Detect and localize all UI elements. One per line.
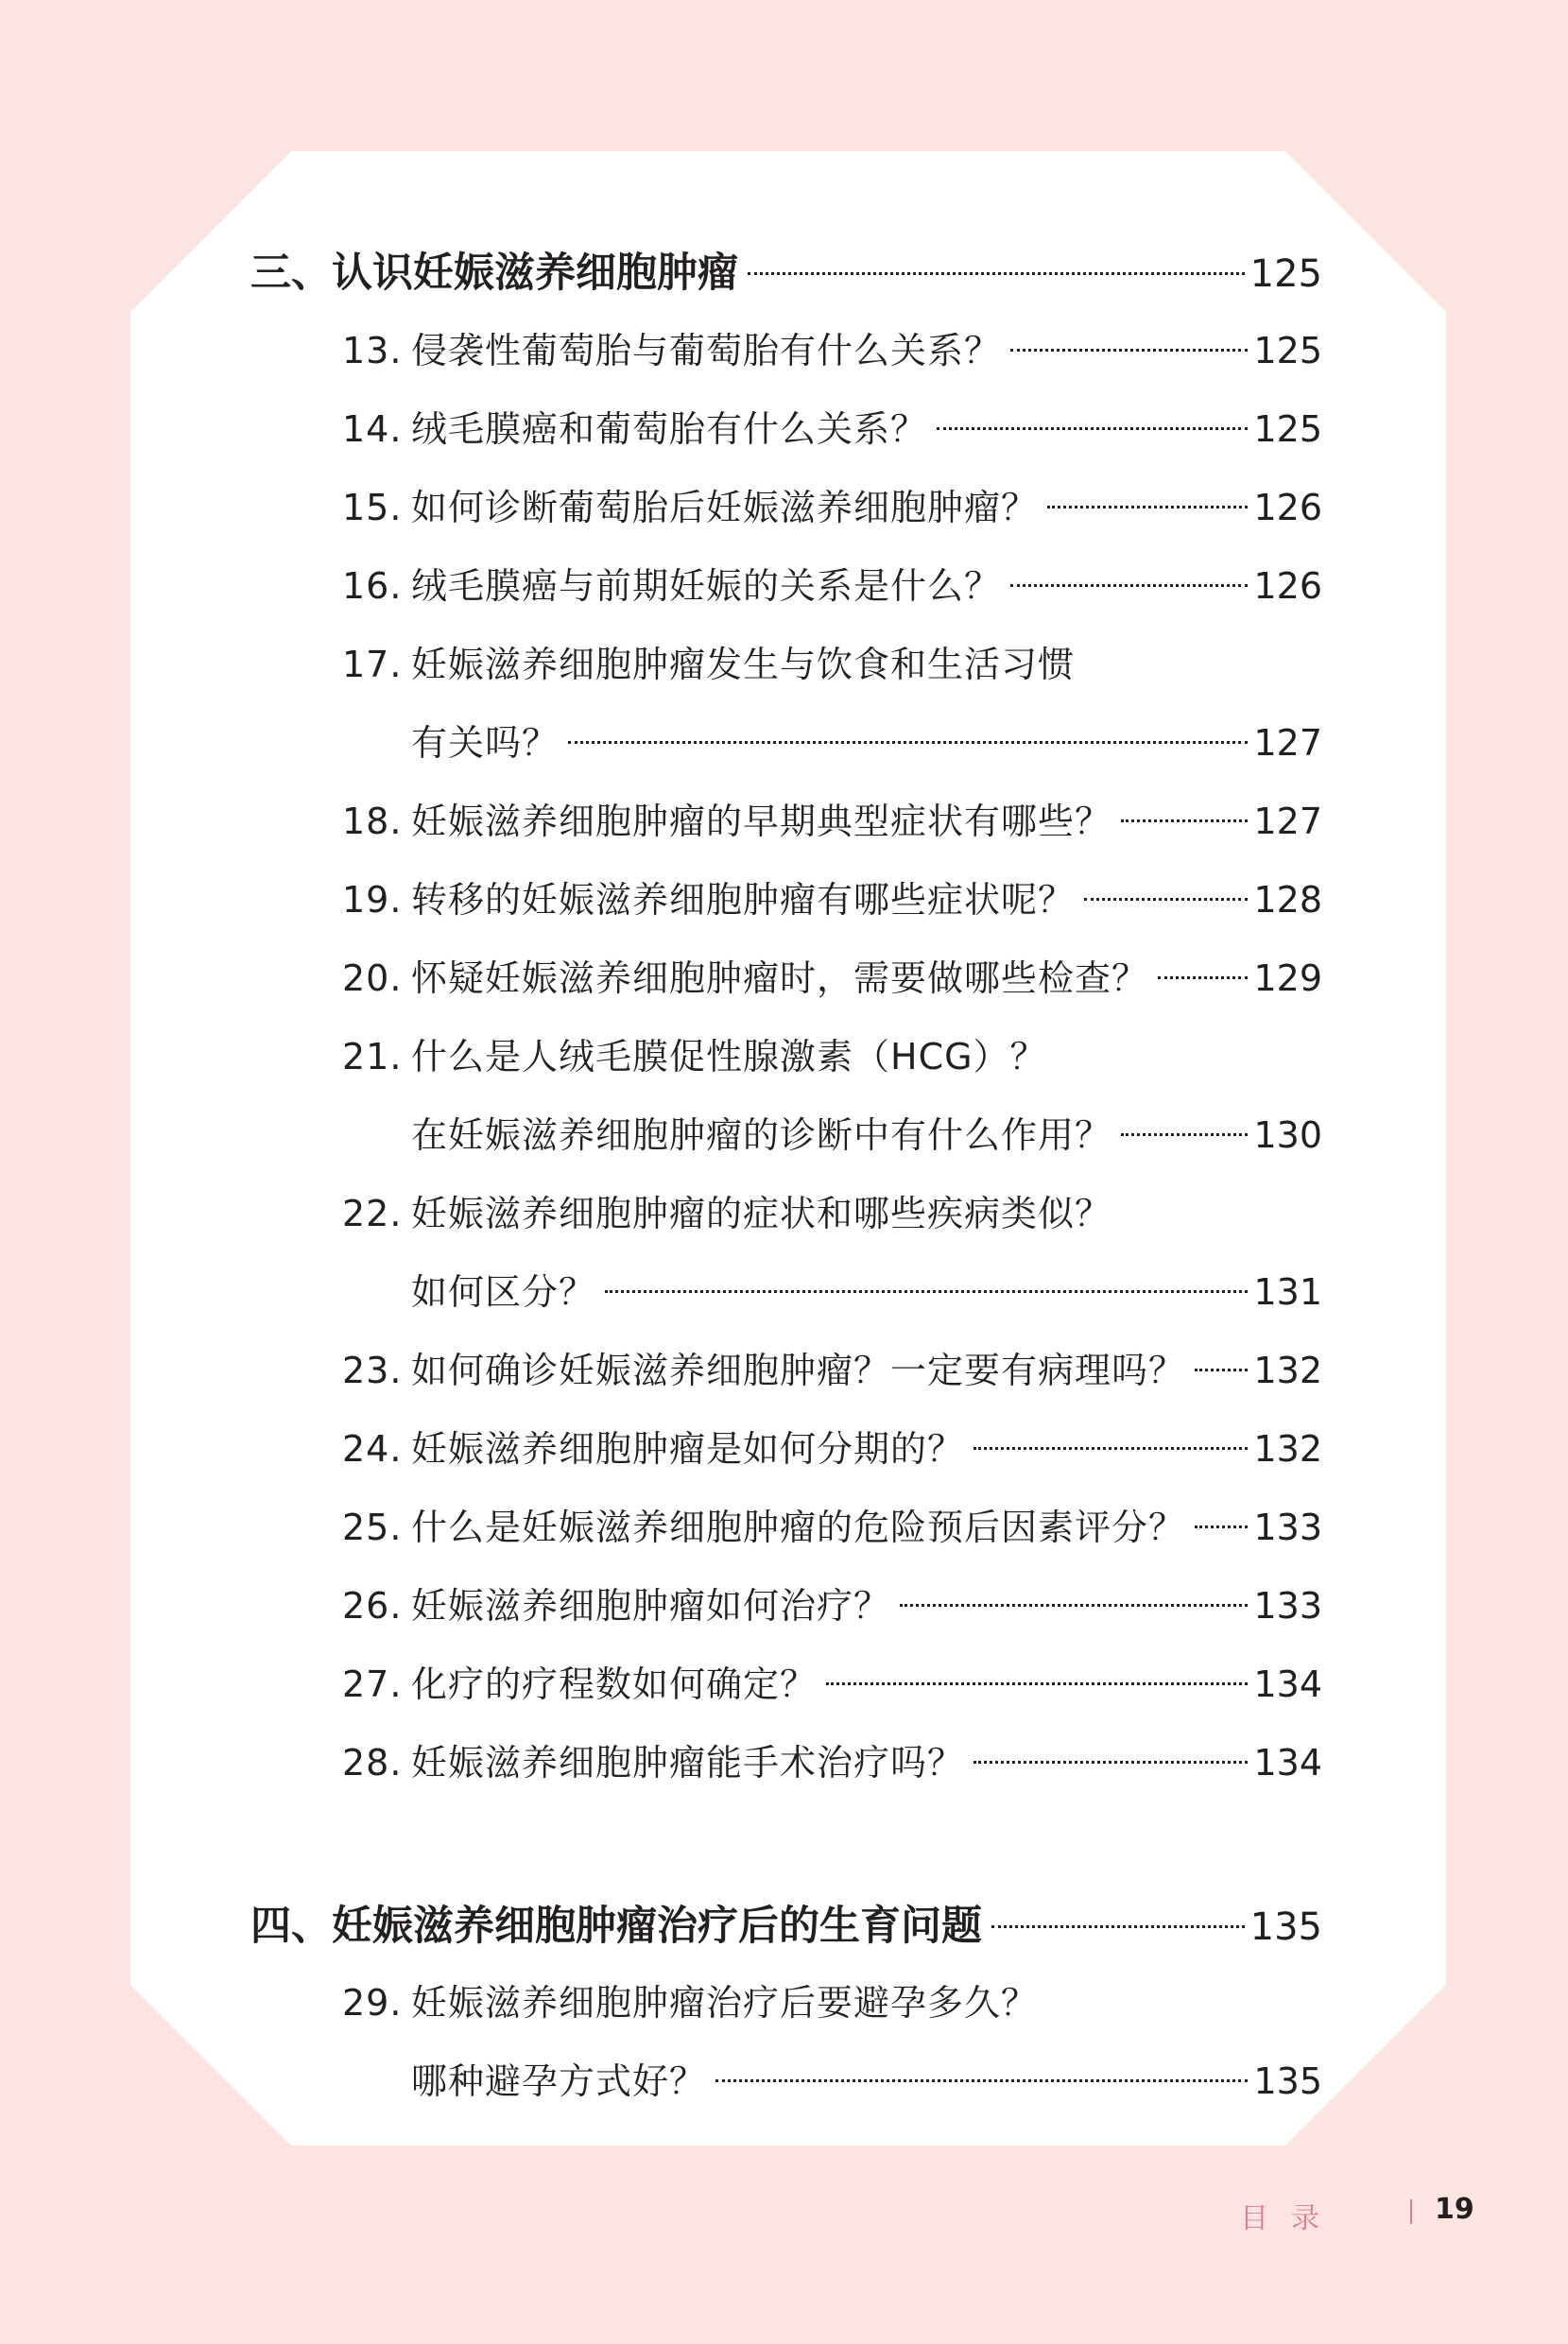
- item-number: 26.: [342, 1585, 403, 1627]
- dot-leader: [1084, 898, 1248, 901]
- item-number: 29.: [342, 1982, 403, 2024]
- dot-leader: [605, 1290, 1248, 1293]
- item-number: 14.: [342, 408, 403, 450]
- dot-leader: [1121, 1133, 1248, 1136]
- toc-section-4[interactable]: [250, 1894, 1322, 1952]
- dot-leader: [1158, 976, 1248, 979]
- dot-leader: [826, 1682, 1248, 1685]
- item-number: 22.: [342, 1193, 403, 1234]
- item-number: 27.: [342, 1663, 403, 1705]
- page-number: 133: [1253, 1585, 1322, 1627]
- toc-item-20[interactable]: [342, 949, 1322, 1001]
- item-number: 16.: [342, 565, 403, 607]
- item-text: 什么是妊娠滋养细胞肿瘤的危险预后因素评分？: [411, 1507, 1186, 1548]
- item-text: 妊娠滋养细胞肿瘤是如何分期的？: [411, 1428, 965, 1470]
- toc-item-25[interactable]: [342, 1498, 1322, 1550]
- toc-item-26[interactable]: [342, 1577, 1322, 1629]
- item-number: 13.: [342, 330, 403, 371]
- toc-item-21-cont[interactable]: [411, 1106, 1322, 1158]
- item-text-cont: 有关吗？: [411, 722, 560, 764]
- item-text: 如何确诊妊娠滋养细胞肿瘤？一定要有病理吗？: [411, 1350, 1186, 1391]
- dot-leader: [748, 272, 1245, 275]
- page-number: 125: [1253, 330, 1322, 371]
- item-text: 绒毛膜癌与前期妊娠的关系是什么？: [411, 565, 1002, 607]
- page-number: 129: [1253, 957, 1322, 999]
- toc-item-16[interactable]: [342, 557, 1322, 609]
- page-number: 125: [1253, 408, 1322, 450]
- toc-item-22[interactable]: [342, 1184, 1322, 1236]
- page-number: 126: [1253, 487, 1322, 528]
- item-text: 绒毛膜癌和葡萄胎有什么关系？: [411, 408, 928, 450]
- dot-leader: [991, 1925, 1245, 1928]
- item-text: 妊娠滋养细胞肿瘤能手术治疗吗？: [411, 1742, 965, 1784]
- page-number: 134: [1253, 1742, 1322, 1784]
- dot-leader: [1195, 1525, 1248, 1528]
- page-number: 125: [1249, 252, 1322, 296]
- item-text: 转移的妊娠滋养细胞肿瘤有哪些症状呢？: [411, 879, 1076, 921]
- item-text: 如何诊断葡萄胎后妊娠滋养细胞肿瘤？: [411, 487, 1039, 528]
- toc-item-19[interactable]: [342, 870, 1322, 922]
- item-text: 妊娠滋养细胞肿瘤的症状和哪些疾病类似？: [411, 1193, 1112, 1234]
- toc-item-22-cont[interactable]: [411, 1263, 1322, 1315]
- running-footer-title: 目录: [1240, 2202, 1342, 2235]
- dot-leader: [715, 2079, 1248, 2082]
- item-text-cont: 在妊娠滋养细胞肿瘤的诊断中有什么作用？: [411, 1114, 1112, 1156]
- item-number: 15.: [342, 487, 403, 528]
- toc-item-23[interactable]: [342, 1341, 1322, 1393]
- item-number: 21.: [342, 1036, 403, 1077]
- page-number: 134: [1253, 1663, 1322, 1705]
- toc-item-18[interactable]: [342, 792, 1322, 844]
- item-text: 侵袭性葡萄胎与葡萄胎有什么关系？: [411, 330, 1002, 371]
- page-number: 133: [1253, 1507, 1322, 1548]
- toc-section-3[interactable]: [250, 241, 1322, 299]
- dot-leader: [974, 1447, 1248, 1450]
- item-number: 24.: [342, 1428, 403, 1470]
- item-text: 化疗的疗程数如何确定？: [411, 1663, 818, 1705]
- item-text: 妊娠滋养细胞肿瘤发生与饮食和生活习惯: [411, 644, 1076, 685]
- item-number: 17.: [342, 644, 403, 685]
- dot-leader: [1010, 584, 1248, 587]
- page-number: 128: [1253, 879, 1322, 921]
- dot-leader: [1195, 1369, 1248, 1371]
- footer-divider: [1410, 2199, 1412, 2224]
- dot-leader: [937, 427, 1248, 430]
- item-text: 妊娠滋养细胞肿瘤的早期典型症状有哪些？: [411, 801, 1112, 842]
- item-text: 妊娠滋养细胞肿瘤治疗后要避孕多久？: [411, 1982, 1039, 2024]
- page-number: 132: [1253, 1350, 1322, 1391]
- dot-leader: [1121, 819, 1248, 822]
- toc-item-24[interactable]: [342, 1420, 1322, 1472]
- toc-item-21[interactable]: [342, 1027, 1322, 1079]
- page-number: 127: [1253, 801, 1322, 842]
- toc-item-14[interactable]: [342, 400, 1322, 452]
- item-text: 妊娠滋养细胞肿瘤如何治疗？: [411, 1585, 891, 1627]
- toc-item-17[interactable]: [342, 635, 1322, 687]
- toc-item-29-cont[interactable]: [411, 2052, 1322, 2104]
- dot-leader: [1010, 349, 1248, 352]
- toc-item-17-cont[interactable]: [411, 714, 1322, 766]
- dot-leader: [1047, 506, 1248, 508]
- toc-item-29[interactable]: [342, 1973, 1322, 2025]
- item-text-cont: 哪种避孕方式好？: [411, 2060, 707, 2102]
- page-number: 126: [1253, 565, 1322, 607]
- page-number: 132: [1253, 1428, 1322, 1470]
- page-number: 131: [1253, 1271, 1322, 1313]
- item-number: 23.: [342, 1350, 403, 1391]
- toc-item-28[interactable]: [342, 1733, 1322, 1785]
- page-number: 130: [1253, 1114, 1322, 1156]
- item-number: 19.: [342, 879, 403, 921]
- footer-page-number: 19: [1435, 2193, 1474, 2226]
- item-text-cont: 如何区分？: [411, 1271, 596, 1313]
- page-number: 135: [1253, 2060, 1322, 2102]
- item-number: 18.: [342, 801, 403, 842]
- dot-leader: [900, 1604, 1248, 1607]
- toc-item-27[interactable]: [342, 1655, 1322, 1707]
- item-text: 什么是人绒毛膜促性腺激素（HCG）？: [411, 1036, 1047, 1077]
- dot-leader: [974, 1761, 1248, 1764]
- item-number: 28.: [342, 1742, 403, 1784]
- item-text: 怀疑妊娠滋养细胞肿瘤时，需要做哪些检查？: [411, 957, 1149, 999]
- section-title: 三、认识妊娠滋养细胞肿瘤: [250, 250, 738, 297]
- toc-item-15[interactable]: [342, 478, 1322, 530]
- dot-leader: [568, 741, 1248, 744]
- section-title: 四、妊娠滋养细胞肿瘤治疗后的生育问题: [250, 1903, 982, 1950]
- page-number: 135: [1249, 1905, 1322, 1949]
- toc-item-13[interactable]: [342, 321, 1322, 373]
- page-number: 127: [1253, 722, 1322, 764]
- item-number: 25.: [342, 1507, 403, 1548]
- item-number: 20.: [342, 957, 403, 999]
